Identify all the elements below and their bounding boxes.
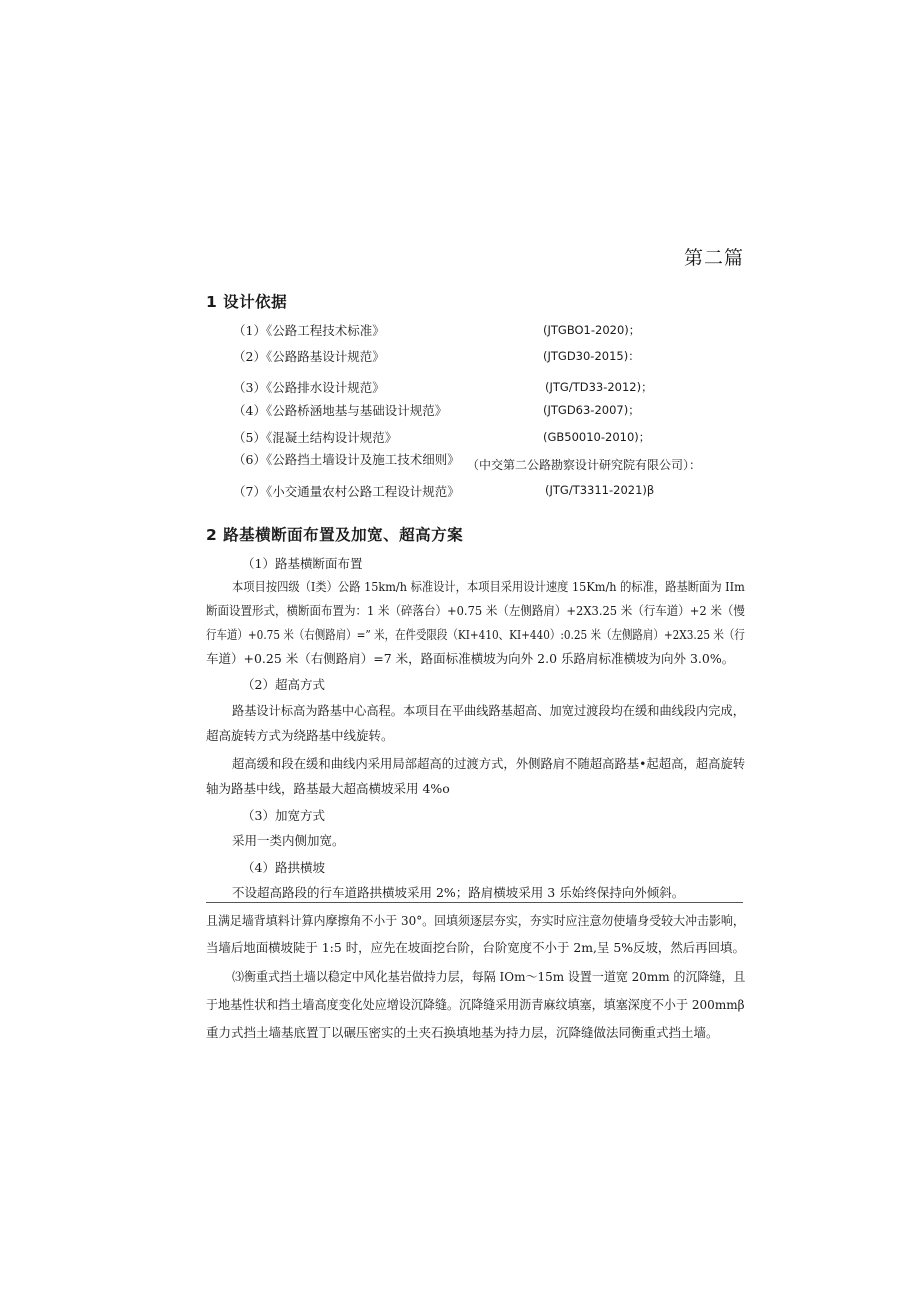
paragraph-line: 本项目按四级（I类）公路 15km/h 标准设计，本项目采用设计速度 15Km/h 的标准，路基断面为 IIm <box>232 579 745 594</box>
paragraph-line: ⑶衡重式挡土墙以稳定中风化基岩做持力层，每隔 IOm〜15m 设置一道宽 20mm 的沉降缝，且 <box>232 969 746 984</box>
paragraph-line: 路基设计标高为路基中心高程。本项目在平曲线路基超高、加宽过渡段均在缓和曲线段内完成， <box>232 703 745 718</box>
chapter-title: 第二篇 <box>684 247 745 269</box>
reference-code: (JTGD63-2007)； <box>543 403 640 417</box>
reference-title: （5）《混凝土结构设计规范》 <box>233 430 398 445</box>
subsection-title: （2）超高方式 <box>242 677 325 692</box>
reference-title: （1）《公路工程技术标准》 <box>233 323 385 338</box>
paragraph-line: 当墙后地面横坡陡于 1:5 时，应先在坡面挖台阶，台阶宽度不小于 2m,呈 5%反坡，然后再回填。 <box>206 940 745 955</box>
paragraph-line: 断面设置形式，横断面布置为：1 米（碎落台）+0.75 米（左侧路肩）+2X3.25 米（行车道）+2 米（慢 <box>206 603 745 618</box>
reference-title: （2）《公路路基设计规范》 <box>233 349 385 364</box>
paragraph-line: 车道）+0.25 米（右侧路肩）=7 米，路面标准横坡为向外 2.0 乐路肩标准横坡为向外 3.0%。 <box>206 651 735 666</box>
reference-code: (JTGBO1-2020)； <box>543 323 641 337</box>
reference-code: (JTG/T3311-2021)β <box>545 483 655 497</box>
paragraph-line: 超高缓和段在缓和曲线内采用局部超高的过渡方式，外侧路肩不随超高路基•起超高，超高旋转 <box>232 756 746 771</box>
paragraph-line: 重力式挡土墙基底置丁以碾压密实的土夹石换填地基为持力层，沉降缝做法同衡重式挡土墙。 <box>206 1025 719 1040</box>
paragraph-line: 不设超高路段的行车道路拱横坡采用 2%；路肩横坡采用 3 乐始终保持向外倾斜。 <box>232 885 685 900</box>
reference-title: （6）《公路挡土墙设计及施工技术细则》 <box>233 452 460 467</box>
subsection-title: （4）路拱横坡 <box>242 860 325 875</box>
reference-code: (GB50010-2010)； <box>543 430 651 444</box>
paragraph-line: 轴为路基中线，路基最大超高横坡采用 4%o <box>206 781 450 796</box>
paragraph-line: 超高旋转方式为绕路基中线旋转。 <box>206 728 394 743</box>
reference-code: (JTG/TD33-2012)； <box>545 380 653 394</box>
subsection-title: （1）路基横断面布置 <box>242 556 363 571</box>
paragraph-line: 采用一类内侧加宽。 <box>232 833 345 848</box>
reference-title: （3）《公路排水设计规范》 <box>233 380 385 395</box>
subsection-title: （3）加宽方式 <box>242 808 325 823</box>
paragraph-line: 且满足墙背填料计算内摩擦角不小于 30°。回填须逐层夯实，夯实时应注意勿使墙身受较大冲击影响， <box>206 913 745 928</box>
paragraph-line: 于地基性状和挡土墙高度变化处应增设沉降缝。沉降缝采用沥青麻纹填塞，填塞深度不小于 200mmβ <box>206 997 745 1012</box>
section-1-heading: 1 设计依据 <box>206 293 288 311</box>
reference-title: （4）《公路桥涵地基与基础设计规范》 <box>233 403 448 418</box>
reference-code: （中交第二公路勘察设计研究院有限公司）： <box>467 458 702 472</box>
paragraph-line: 行车道）+0.75 米（右侧路肩）=” 米，在件受限段（KI+410、KI+440）:0.25 米（左侧路肩）+2X3.25 米（行 <box>206 627 745 642</box>
section-2-heading: 2 路基横断面布置及加宽、超高方案 <box>206 526 464 544</box>
reference-code: (JTGD30-2015)： <box>543 349 640 363</box>
divider <box>206 902 743 903</box>
reference-title: （7）《小交通量农村公路工程设计规范》 <box>233 484 460 499</box>
